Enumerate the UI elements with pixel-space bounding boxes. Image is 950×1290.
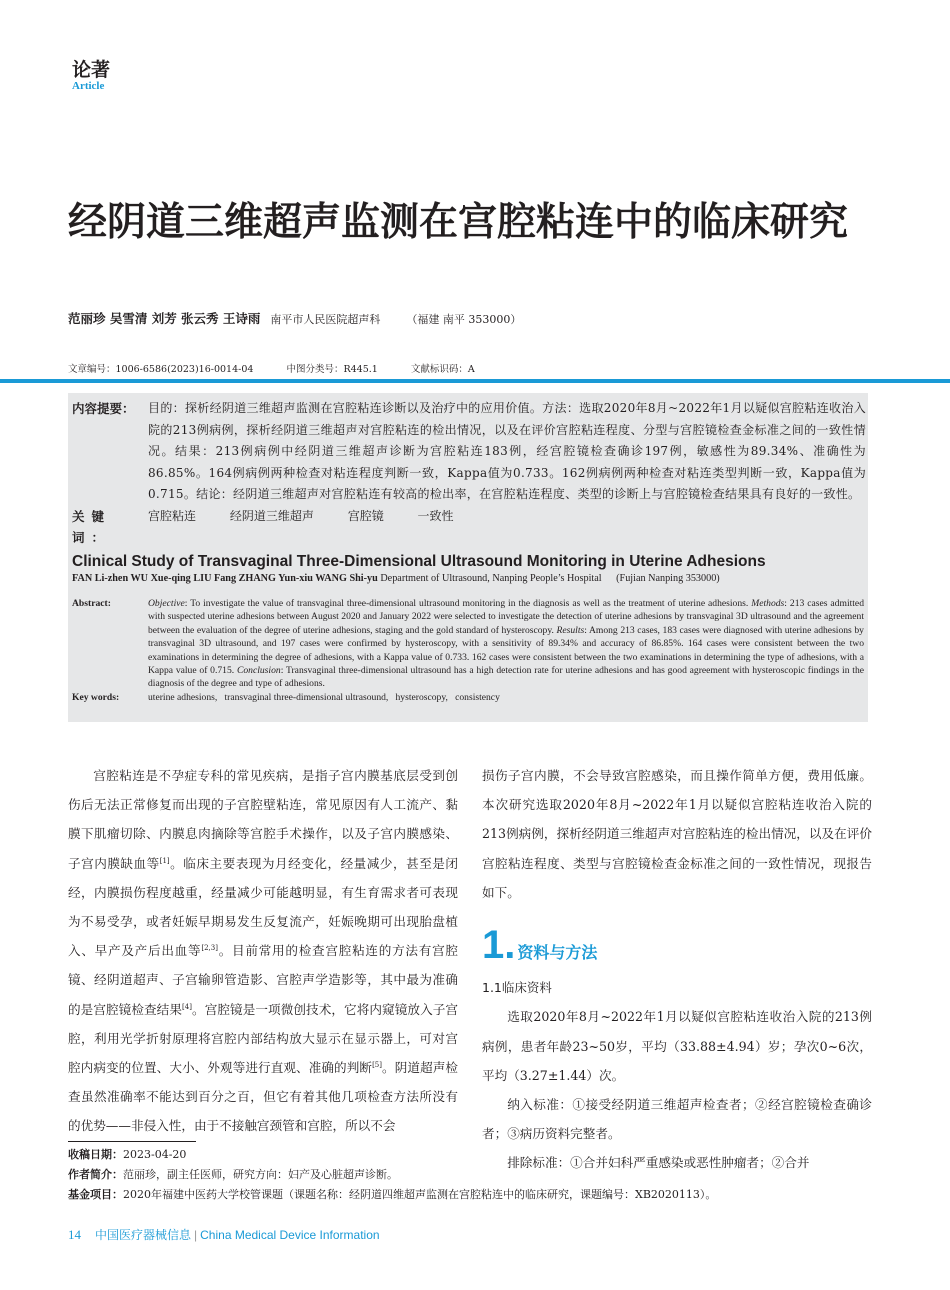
conclusion-text: : Transvaginal three-dimensional ultrasound has a high detection rate for uterine adhesions and has good agreement with hysteroscopic findings in the diagnosis of the degree and type of adhesions. [148,665,864,690]
text-run: 。目前常用的检查宫腔粘连的方法有宫腔镜、经阴道超声、子宫输卵管造影、宫腔声学造影等，其中最为准确的是宫腔镜检查结果 [68,943,459,1017]
body-paragraph: 排除标准：①合并妇科严重感染或恶性肿瘤者；②合并 [507,1155,810,1171]
article-meta [68,361,505,375]
author-names: 范丽珍 吴雪清 刘芳 张云秀 王诗雨 [68,311,261,326]
objective-text: : To investigate the value of transvaginal three-dimensional ultrasound monitoring in the diagnosis as well as the treatment of uterine adhesions. [184,598,749,609]
english-author-line [72,573,862,584]
author-bio-label: 作者简介： [68,1168,123,1181]
fund-text: 2020年福建中医药大学校管课题（课题名称：经阴道四维超声监测在宫腔粘连中的临床研究，课题编号：XB2020113）。 [123,1188,717,1201]
section-heading [482,925,872,967]
section-tag-en: Article [72,80,105,92]
keyword: 宫腔镜 [347,508,384,523]
subsection-heading: 1.1临床资料 [482,980,552,996]
section-tag-cn: 论著 [72,59,111,81]
footnote-received [68,1146,868,1162]
article-number: 文章编号：1006-6586(2023)16-0014-04 [68,364,254,375]
objective-label: Objective [148,598,185,609]
body-column-left [68,761,458,1141]
document-code: 文献标识码：A [410,364,475,375]
abstract-cn [72,398,866,549]
received-date: 2023-04-20 [123,1148,187,1161]
header-divider [0,379,950,383]
text-run: 。阴道超声检查虽然准确率不能达到百分之百，但它有着其他几项检查方法所没有的优势——非侵入性，由于不接触宫颈管和宫腔，所以不会 [68,1060,459,1134]
keywords-cn-label: 关键词： [72,508,112,545]
text-run: 。宫腔镜是一项微创技术，它将内窥镜放入子宫腔，利用光学折射原理将宫腔内部结构放大显示在显示器上，可对宫腔内病变的位置、大小、外观等进行直观、准确的判断 [68,1001,459,1076]
methods-text: : 213 cases admitted with suspected uterine adhesions between August 2020 and January 2022 were selected to investigate the detection of uterine adhesions by transvaginal 3D ultrasound and the agreement between the evaluation of the degree of uterine adhesions, staging and the gold standard of hysteroscopy. [148,598,864,636]
section-dot: . [504,923,516,968]
methods-label: Methods [751,598,785,609]
footnote-author [68,1166,868,1182]
received-label: 收稿日期： [68,1148,123,1161]
section-title: 资料与方法 [517,943,598,963]
abstract-cn-text: 目的：探析经阴道三维超声监测在宫腔粘连诊断以及治疗中的应用价值。方法：选取2020年8月~2022年1月以疑似宫腔粘连收治入院的213例病例，探析经阴道三维超声对宫腔粘连的检出情况，以及在评价宫腔粘连程度、分型与宫腔镜检查金标准之间的一致性情况。结果：213例病例中经阴道三维超声诊断为宫腔粘连183例，经宫腔镜检查确诊197例，敏感性为89.34%、准确性为86.85%。164例病例两种检查对粘连程度判断一致，Kappa值为0.733。162例病例两种检查对粘连类型判断一致，Kappa值为0.715。结论：经阴道三维超声对宫腔粘连有较高的检出率，在宫腔粘连程度、类型的诊断上与宫腔镜检查结果具有良好的一致性。 [148,401,866,501]
fund-label: 基金项目： [68,1188,123,1201]
abstract-en-label: Abstract: [72,598,111,609]
section-number: 1 [482,923,505,968]
text-run: 宫腔粘连是不孕症专科的常见疾病，是指子宫内膜基底层受到创伤后无法正常修复而出现的子宫腔壁粘连，常见原因有人工流产、黏膜下肌瘤切除、内膜息肉摘除等宫腔手术操作，以及子宫内膜感染、子宫内膜缺血等 [68,768,458,871]
page-footer [68,1226,380,1243]
keyword: 宫腔粘连 [148,508,197,523]
english-affiliation: Department of Ultrasound, Nanping People’s Hospital [380,573,602,584]
citation: [1] [159,856,170,865]
results-label: Results [556,624,585,636]
journal-name-cn: 中国医疗器械信息 [95,1228,192,1242]
author-location: （福建 南平 353000） [406,313,522,326]
keywords-cn [148,506,484,549]
abstract-en [72,597,864,704]
author-affiliation: 南平市人民医院超声科 [270,313,381,326]
body-paragraph: 选取2020年8月~2022年1月以疑似宫腔粘连收治入院的213例病例，患者年龄23~50岁，平均（33.88±4.94）岁；孕次0~6次，平均（3.27±1.44）次。 [482,1009,872,1083]
english-title: Clinical Study of Transvaginal Three-Dimensional Ultrasound Monitoring in Uterine Adhesions [72,553,766,570]
page-number: 14 [68,1227,81,1242]
keyword: 一致性 [417,508,454,523]
footnote-fund [68,1186,868,1202]
footer-separator: | [194,1228,198,1242]
results-text: : Among 213 cases, 183 cases were diagnosed with uterine adhesions by transvaginal 3D ultrasound, and 197 cases were confirmed by hysteroscopy, with a sensitivity of 89.34% and accuracy of 86.85%. 164 cases were consistent between the two examinations in determining the degree of adhesions, with a Kappa value of 0.733. 162 cases were consistent between the two examinations in determining the type of adhesions, with a Kappa value of 0.715. [148,624,864,677]
keywords-en: uterine adhesions, transvaginal three-dimensional ultrasound, hysteroscopy, consistency [148,691,500,703]
english-location: (Fujian Nanping 353000) [616,573,720,584]
journal-name-en: China Medical Device Information [200,1228,380,1242]
section-tag [72,55,110,92]
citation: [5] [372,1060,382,1069]
body-paragraph: 损伤子宫内膜，不会导致宫腔感染，而且操作简单方便，费用低廉。本次研究选取2020年8月~2022年1月以疑似宫腔粘连收治入院的213例病例，探析经阴道三维超声对宫腔粘连的检出情况，以及在评价宫腔粘连程度、类型与宫腔镜检查金标准之间的一致性情况，现报告如下。 [482,768,872,900]
keyword: 经阴道三维超声 [229,508,314,523]
abstract-cn-label: 内容提要： [72,401,135,416]
clc-number: 中图分类号：R445.1 [286,364,378,375]
citation: [4] [182,1002,192,1011]
text-run: 。临床主要表现为月经变化，经量减少，甚至是闭经，内膜损伤程度越重，经量减少可能越明显，有生育需求者可表现为不易受孕，或者妊娠早期易发生反复流产，妊娠晚期可出现胎盘植入、早产及产后出血等 [68,855,459,959]
abstract-en-text [148,597,864,691]
body-paragraph: 纳入标准：①接受经阴道三维超声检查者；②经宫腔镜检查确诊者；③病历资料完整者。 [482,1097,872,1142]
footnote-divider [68,1141,196,1142]
article-title: 经阴道三维超声监测在宫腔粘连中的临床研究 [68,200,849,245]
english-author-names: FAN Li-zhen WU Xue-qing LIU Fang ZHANG Yun-xiu WANG Shi-yu [72,573,378,584]
citation: [2,3] [201,944,218,953]
author-line [68,309,521,327]
author-bio: 范丽珍，副主任医师，研究方向：妇产及心脏超声诊断。 [123,1168,398,1181]
body-paragraph [68,761,458,1141]
keywords-en-label: Key words: [72,691,120,703]
conclusion-label: Conclusion [236,665,281,677]
body-column-right [482,761,872,1178]
